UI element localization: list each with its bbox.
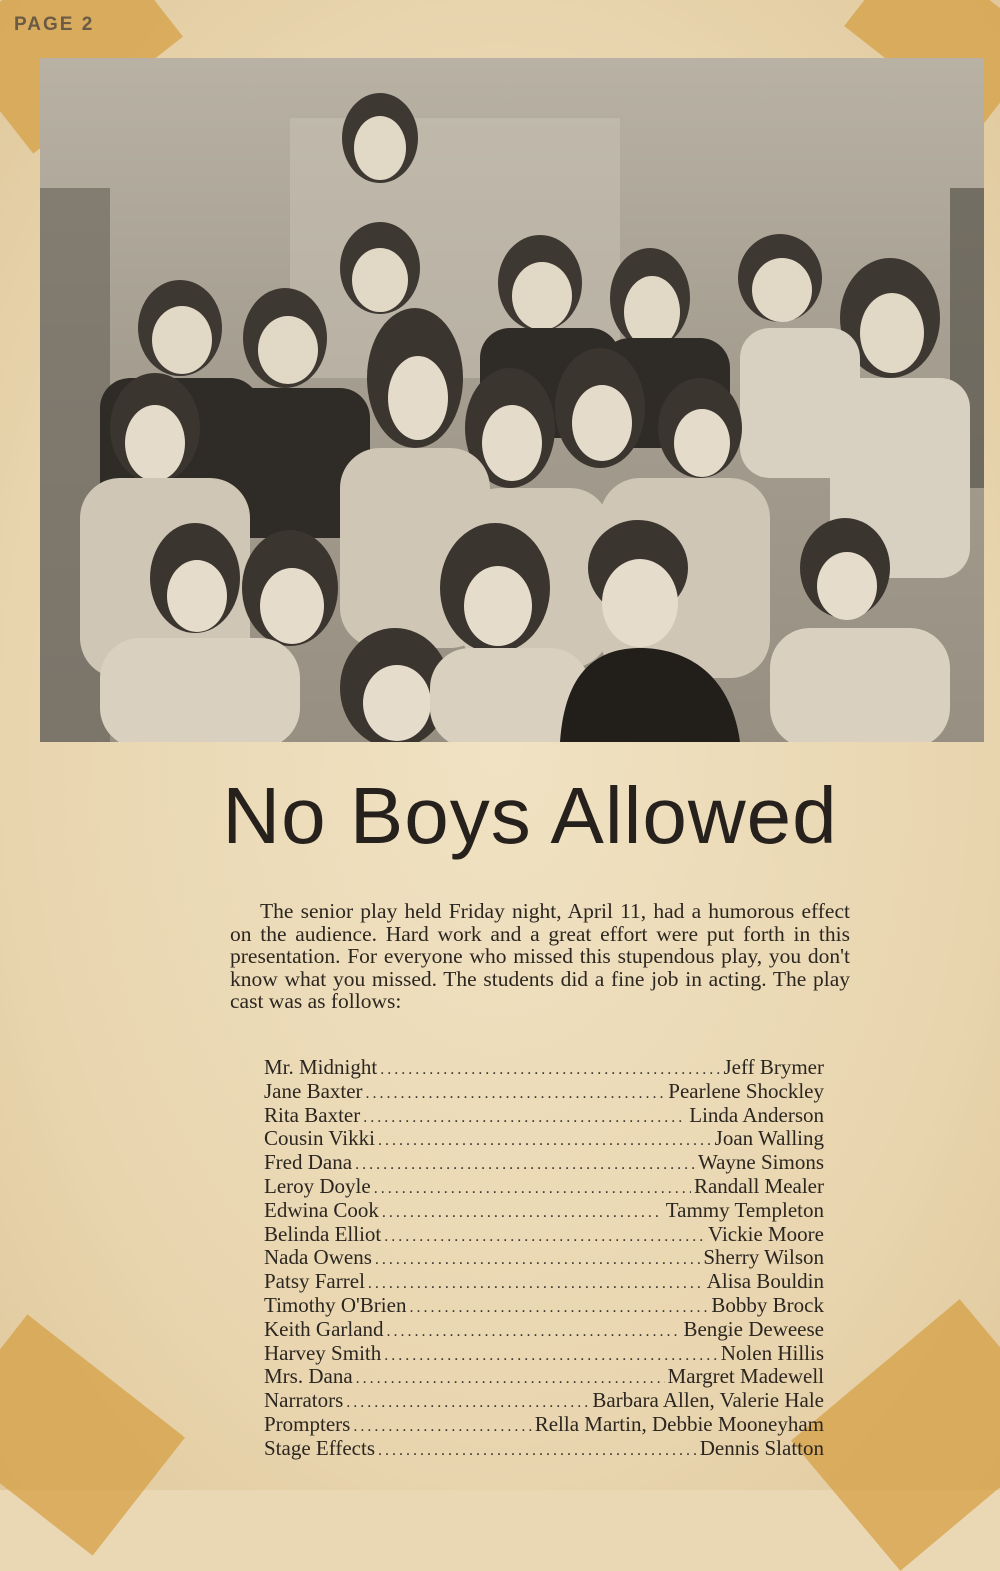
cast-entry [264, 1103, 824, 1127]
cast-entry [264, 1412, 824, 1436]
dot-leader [363, 1109, 686, 1127]
dot-leader [387, 1323, 681, 1341]
dot-leader [366, 1085, 666, 1103]
cast-role: Fred Dana [264, 1150, 353, 1175]
cast-actor: Barbara Allen, Valerie Hale [592, 1388, 824, 1413]
dot-leader [409, 1299, 708, 1317]
cast-role: Rita Baxter [264, 1102, 361, 1127]
cast-role: Leroy Doyle [264, 1173, 371, 1198]
cast-entry [264, 1341, 824, 1365]
cast-actor: Pearlene Shockley [668, 1078, 824, 1103]
cast-role: Nada Owens [264, 1245, 372, 1270]
cast-role: Timothy O'Brien [264, 1292, 407, 1317]
dot-leader [378, 1442, 697, 1460]
cast-entry [264, 1150, 824, 1174]
dot-leader [378, 1132, 712, 1150]
cast-actor: Rella Martin, Debbie Mooneyham [534, 1411, 824, 1436]
dot-leader [384, 1347, 718, 1365]
headline: No Boys Allowed [222, 771, 838, 860]
cast-role: Mr. Midnight [264, 1055, 378, 1079]
cast-role: Harvey Smith [264, 1340, 382, 1365]
dot-leader [380, 1061, 720, 1079]
cast-actor: Tammy Templeton [665, 1197, 824, 1222]
cast-actor: Margret Madewell [667, 1364, 824, 1389]
cast-role: Belinda Elliot [264, 1221, 382, 1246]
cast-entry [264, 1245, 824, 1269]
cast-actor: Jeff Brymer [723, 1055, 824, 1079]
cast-actor: Sherry Wilson [703, 1245, 824, 1270]
cast-entry [264, 1126, 824, 1150]
cast-role: Keith Garland [264, 1316, 384, 1341]
cast-entry [264, 1317, 824, 1341]
cast-actor: Bobby Brock [711, 1292, 824, 1317]
dot-leader [346, 1394, 589, 1412]
cast-role: Prompters [264, 1411, 351, 1436]
cast-entry [264, 1222, 824, 1246]
cast-list [264, 1055, 824, 1460]
article-body: The senior play held Friday night, April 11, had a humorous effect on the audience. Hard work and a great effort were put forth in this presentation. For everyone who missed this stupendous play, you don't know what you missed. The students did a fine job in acting. The play cast was as follows: [230, 899, 850, 1013]
cast-actor: Alisa Bouldin [706, 1269, 824, 1294]
cast-role: Mrs. Dana [264, 1364, 353, 1389]
cast-role: Cousin Vikki [264, 1126, 375, 1151]
dot-leader [384, 1228, 705, 1246]
cast-role: Patsy Farrel [264, 1269, 365, 1294]
cast-actor: Wayne Simons [697, 1150, 824, 1175]
cast-actor: Joan Walling [714, 1126, 824, 1151]
cast-group-photo [40, 58, 984, 742]
cast-photo-illustration [40, 58, 984, 742]
cast-entry [264, 1364, 824, 1388]
dot-leader [374, 1180, 691, 1198]
cast-entry [264, 1388, 824, 1412]
cast-actor: Linda Anderson [689, 1102, 824, 1127]
dot-leader [355, 1156, 695, 1174]
cast-role: Stage Effects [264, 1435, 375, 1460]
cast-actor: Nolen Hillis [720, 1340, 824, 1365]
cast-role: Edwina Cook [264, 1197, 379, 1222]
cast-actor: Dennis Slatton [699, 1435, 824, 1460]
cast-actor: Bengie Deweese [683, 1316, 824, 1341]
cast-role: Narrators [264, 1388, 344, 1413]
page-label: PAGE 2 [14, 14, 95, 35]
cast-entry [264, 1055, 824, 1079]
dot-leader [356, 1370, 665, 1388]
cast-entry [264, 1174, 824, 1198]
cast-entry [264, 1269, 824, 1293]
cast-entry [264, 1436, 824, 1460]
cast-actor: Vickie Moore [708, 1221, 824, 1246]
cast-entry [264, 1293, 824, 1317]
dot-leader [382, 1204, 663, 1222]
dot-leader [368, 1275, 704, 1293]
dot-leader [375, 1251, 700, 1269]
cast-actor: Randall Mealer [693, 1173, 824, 1198]
cast-entry [264, 1198, 824, 1222]
cast-role: Jane Baxter [264, 1078, 363, 1103]
cast-entry [264, 1079, 824, 1103]
dot-leader [353, 1418, 531, 1436]
